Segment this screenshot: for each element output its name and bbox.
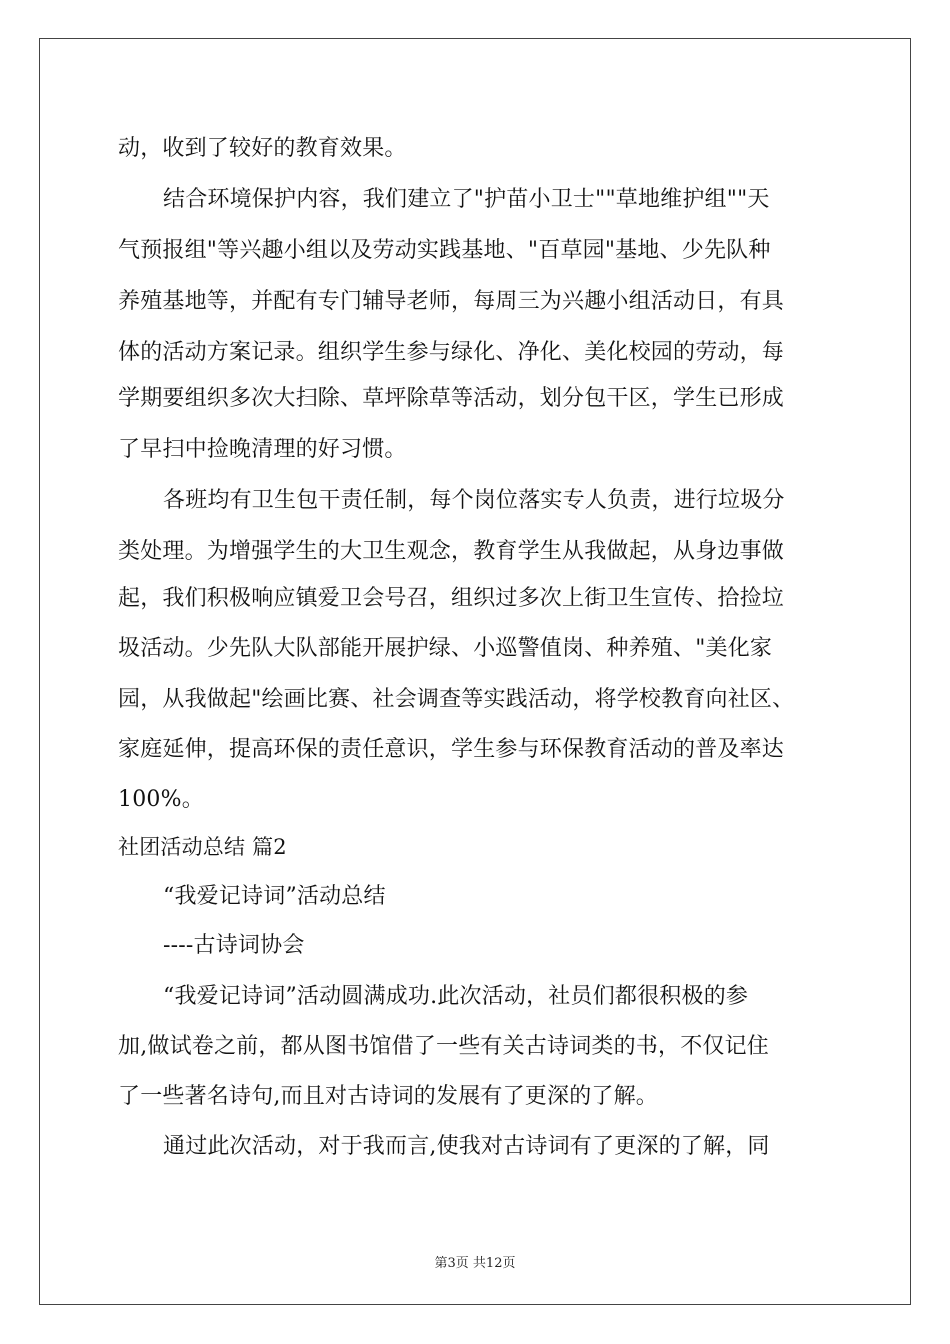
paragraph-line: 家庭延伸，提高环保的责任意识，学生参与环保教育活动的普及率达 [118,737,785,762]
article-byline: ----古诗词协会 [163,933,305,958]
paragraph-line: 通过此次活动，对于我而言,使我对古诗词有了更深的了解，同 [163,1134,770,1159]
paragraph-line: 学期要组织多次大扫除、草坪除草等活动，划分包干区，学生已形成 [118,386,785,411]
paragraph-line: 园，从我做起"绘画比赛、社会调查等实践活动，将学校教育向社区、 [118,687,795,712]
paragraph-line: 体的活动方案记录。组织学生参与绿化、净化、美化校园的劳动，每 [118,340,785,365]
paragraph-line: “我爱记诗词”活动圆满成功.此次活动，社员们都很积极的参 [163,984,749,1009]
paragraph-line: 加,做试卷之前，都从图书馆借了一些有关古诗词类的书，不仅记住 [118,1034,769,1059]
section-heading: 社团活动总结 篇2 [118,835,287,859]
page-number: 第3页 共12页 [434,1256,516,1271]
paragraph-line: 圾活动。少先队大队部能开展护绿、小巡警值岗、种养殖、"美化家 [118,636,773,661]
paragraph-line: 结合环境保护内容，我们建立了"护苗小卫士""草地维护组""天 [163,187,770,212]
paragraph-line: 了一些著名诗句,而且对古诗词的发展有了更深的了解。 [118,1084,658,1109]
paragraph-line: 养殖基地等，并配有专门辅导老师，每周三为兴趣小组活动日，有具 [118,289,785,314]
page-frame [39,38,911,1305]
paragraph-line: 起，我们积极响应镇爱卫会号召，组织过多次上街卫生宣传、拾捡垃 [118,586,785,611]
paragraph-line: 动，收到了较好的教育效果。 [118,136,407,161]
paragraph-line: 了早扫中捡晚清理的好习惯。 [118,437,407,462]
article-title: “我爱记诗词”活动总结 [163,884,386,909]
paragraph-line: 气预报组"等兴趣小组以及劳动实践基地、"百草园"基地、少先队种 [118,238,771,263]
paragraph-line: 各班均有卫生包干责任制，每个岗位落实专人负责，进行垃圾分 [163,488,785,513]
paragraph-line: 100%。 [118,787,204,812]
paragraph-line: 类处理。为增强学生的大卫生观念，教育学生从我做起，从身边事做 [118,539,785,564]
